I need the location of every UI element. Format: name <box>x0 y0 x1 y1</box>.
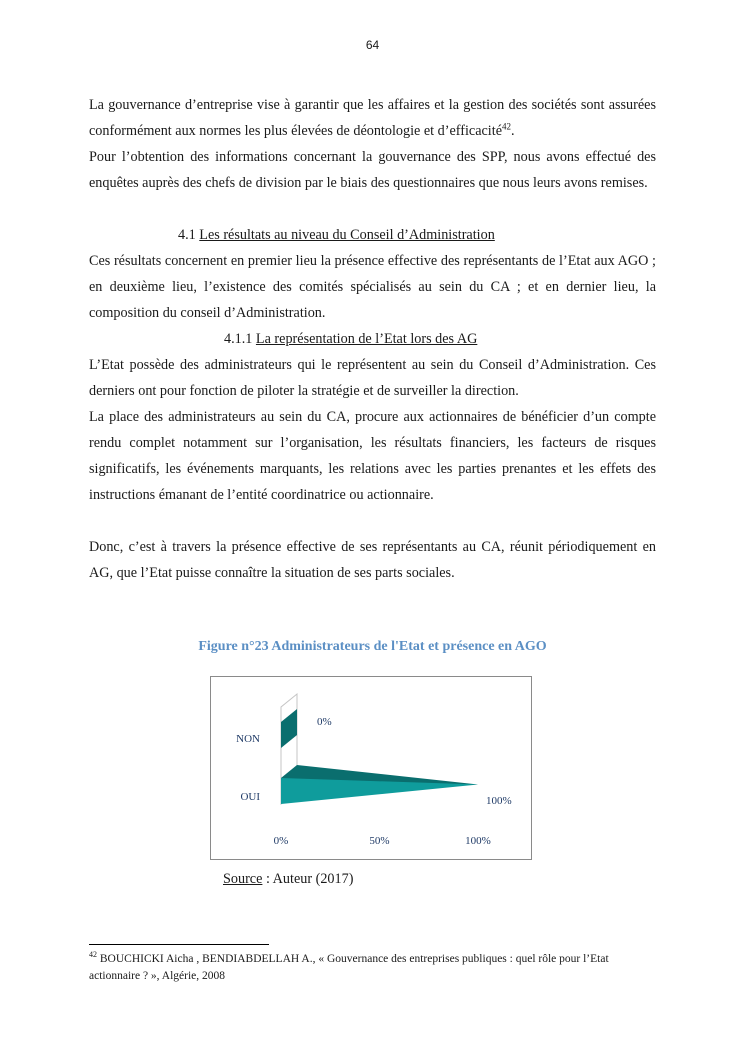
paragraph-2: Pour l’obtention des informations concernant la gouvernance des SPP, nous avons effectué des enquêtes auprès des chefs de division par le biais des questionnaires que nous leurs avons remises. <box>89 149 656 191</box>
chart-frame <box>210 676 532 860</box>
paragraph-4: L’Etat possède des administrateurs qui le représentent au sein du Conseil d’Administration. Ces derniers ont pour fonction de piloter la stratégie et de surveiller la direction. <box>89 357 656 399</box>
x-tick-label-0: 0% <box>273 835 289 847</box>
paragraph-3: Ces résultats concernent en premier lieu la présence effective des représentants de l’Etat aux AGO ; en deuxième lieu, l’existence des comités spécialisés au sein du CA ; et en dernier lieu, la composition du conseil d’Administration. <box>89 253 656 321</box>
x-tick-label-1: 50% <box>369 835 390 847</box>
footnote-ref[interactable]: 42 <box>502 121 511 132</box>
footnote-divider <box>89 944 269 945</box>
footnote: $^{42}$ BOUCHICKI Aicha , BENDIABDELLAH A., « Gouvernance des entreprises publiques : quel rôle pour l’Etat actionnaire ? », Algérie, 2008 <box>89 950 609 982</box>
category-label-non: NON <box>236 733 260 745</box>
paragraph-6: Donc, c’est à travers la présence effective de ses représentants au CA, réunit périodiquement en AG, que l’Etat puisse connaître la situation de ses parts sociales. <box>89 539 656 581</box>
x-tick-label-2: 100% <box>465 835 491 847</box>
paragraph-5: La place des administrateurs au sein du CA, procure aux actionnaires de bénéficier d’un compte rendu complet notamment sur l’organisation, les résultats financiers, les facteurs de risques significatifs, les événements marquants, les relations avec les parties prenantes et les effets des instructions émanant de l’entité coordinatrice ou actionnaire. <box>89 409 656 503</box>
category-label-oui: OUI <box>240 791 260 803</box>
data-label-oui: 100% <box>486 795 512 807</box>
figure-source: Source : Auteur (2017) <box>223 871 354 887</box>
section-heading-4-1: 4.1 Les résultats au niveau du Conseil d’Administration <box>178 227 495 243</box>
section-heading-4-1-1: 4.1.1 La représentation de l’Etat lors des AG <box>224 331 478 347</box>
bar-chart <box>211 677 531 859</box>
paragraph-1: La gouvernance d’entreprise vise à garantir que les affaires et la gestion des sociétés sont assurées conformément aux normes les plus élevées de déontologie et d’efficacité$^{42}$. <box>89 97 656 139</box>
bar-non <box>281 709 297 748</box>
body-text-top <box>89 92 656 586</box>
page-number: 64 <box>365 38 380 52</box>
figure-title: Figure n°23 Administrateurs de l'Etat et présence en AGO <box>198 639 547 654</box>
data-label-non: 0% <box>317 716 332 728</box>
